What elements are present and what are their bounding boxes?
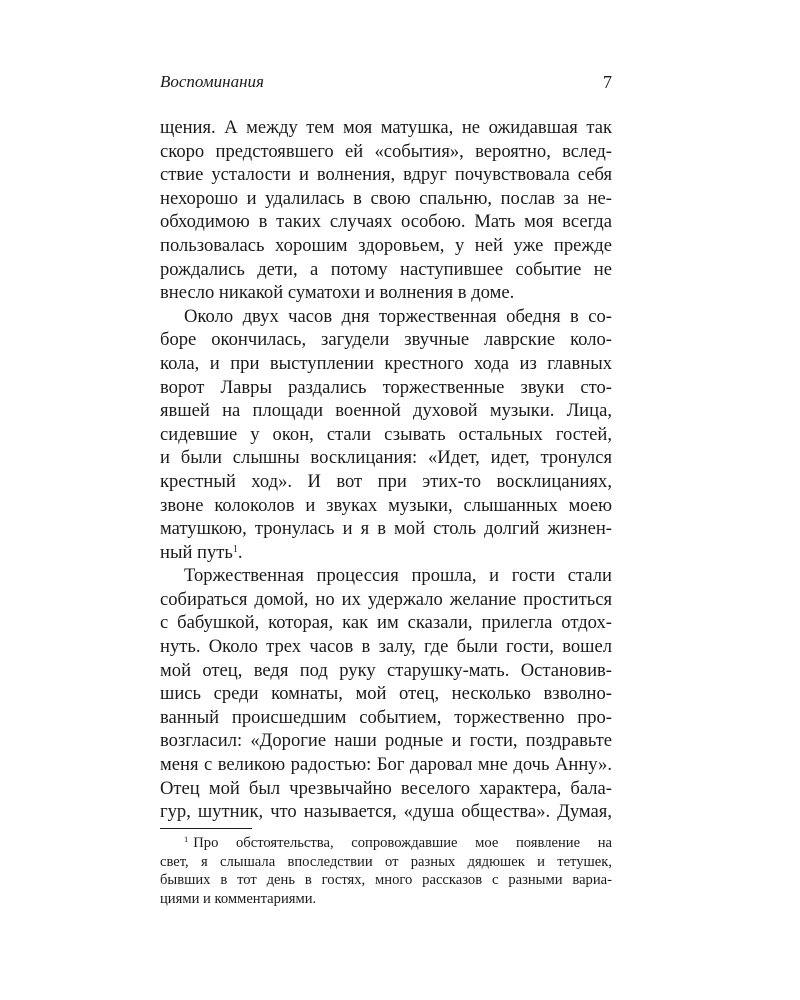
text-line: рождались дети, а потому наступившее событие не bbox=[160, 258, 612, 280]
text-line: мой отец, ведя под руку старушку-мать. Остановив- bbox=[160, 659, 612, 681]
text-line: явшей на площади военной духовой музыки. Лица, bbox=[160, 400, 612, 422]
text-line: крестный ход». И вот при этих-то восклицаниях, bbox=[160, 470, 612, 492]
page-number: 7 bbox=[603, 72, 612, 92]
body-text bbox=[160, 116, 612, 824]
text-line: возгласил: «Дорогие наши родные и гости, поздравьте bbox=[160, 730, 612, 752]
footnote bbox=[160, 834, 612, 908]
text-line: обходимою в таких случаях особою. Мать моя всегда bbox=[160, 211, 612, 233]
text-line: Около двух часов дня торжественная обедня в со- bbox=[184, 305, 612, 327]
text-line: гур, шутник, что называется, «душа общества». Думая, bbox=[160, 801, 612, 823]
text-fragment: ный путь bbox=[160, 541, 233, 563]
running-title: Воспоминания bbox=[160, 72, 264, 91]
footnote-line: бывших в тот день в гостях, много рассказов с разными вариа- bbox=[160, 872, 612, 888]
text-line: скоро предстоявшего ей «события», вероятно, вслед- bbox=[160, 140, 612, 162]
text-line: нехорошо и удалилась в свою спальню, послав за не- bbox=[160, 187, 612, 209]
text-line: и были слышны восклицания: «Идет, идет, тронулся bbox=[160, 447, 612, 469]
text-line: ствие усталости и волнения, вдруг почувствовала себя bbox=[160, 164, 612, 186]
text-line: внесло никакой суматохи и волнения в доме. bbox=[160, 282, 515, 304]
text-line: кола, и при выступлении крестного хода из главных bbox=[160, 352, 612, 374]
text-line: матушкою, тронулась и я в мой столь долгий жизнен- bbox=[160, 518, 612, 540]
text-line: щения. А между тем моя матушка, не ожидавшая так bbox=[160, 117, 612, 138]
text-line: с бабушкой, которая, как им сказали, прилегла отдох- bbox=[160, 612, 612, 634]
text-line: шись среди комнаты, мой отец, несколько взволно- bbox=[160, 683, 612, 705]
text-line: Отец мой был чрезвычайно веселого характера, бала- bbox=[160, 777, 612, 799]
text-line: нуть. Около трех часов в залу, где были гости, вошел bbox=[160, 636, 612, 658]
footnote-line bbox=[160, 834, 612, 853]
text-line-with-note bbox=[160, 541, 612, 565]
period: . bbox=[237, 541, 243, 563]
text-line: сидевшие у окон, стали сзывать остальных гостей, bbox=[160, 423, 612, 445]
text-line: собираться домой, но их удержало желание проститься bbox=[160, 588, 612, 610]
text-line: меня с великою радостью: Бог даровал мне дочь Анну». bbox=[160, 754, 612, 776]
text-line: пользовалась хорошим здоровьем, у ней уже прежде bbox=[160, 234, 612, 256]
text-line: звоне колоколов и звуках музыки, слышанных моею bbox=[160, 494, 612, 516]
text-line: ванный происшедшим событием, торжественно про- bbox=[160, 706, 612, 728]
footnote-line: циями и комментариями. bbox=[160, 890, 317, 907]
text-line: Торжественная процессия прошла, и гости стали bbox=[184, 565, 612, 587]
footnote-reference[interactable]: 1 bbox=[232, 543, 238, 555]
footnote-marker: 1 bbox=[184, 834, 189, 844]
footnote-text: Про обстоятельства, сопровождавшие мое появление на bbox=[193, 835, 612, 851]
page-header bbox=[160, 72, 612, 100]
text-line: ворот Лавры раздались торжественные звуки сто- bbox=[160, 376, 612, 398]
footnote-line: свет, я слышала впоследствии от разных дядюшек и тетушек, bbox=[160, 853, 612, 870]
footnote-divider bbox=[160, 828, 252, 829]
text-line: боре окончилась, загудели звучные лаврские коло- bbox=[160, 329, 612, 351]
